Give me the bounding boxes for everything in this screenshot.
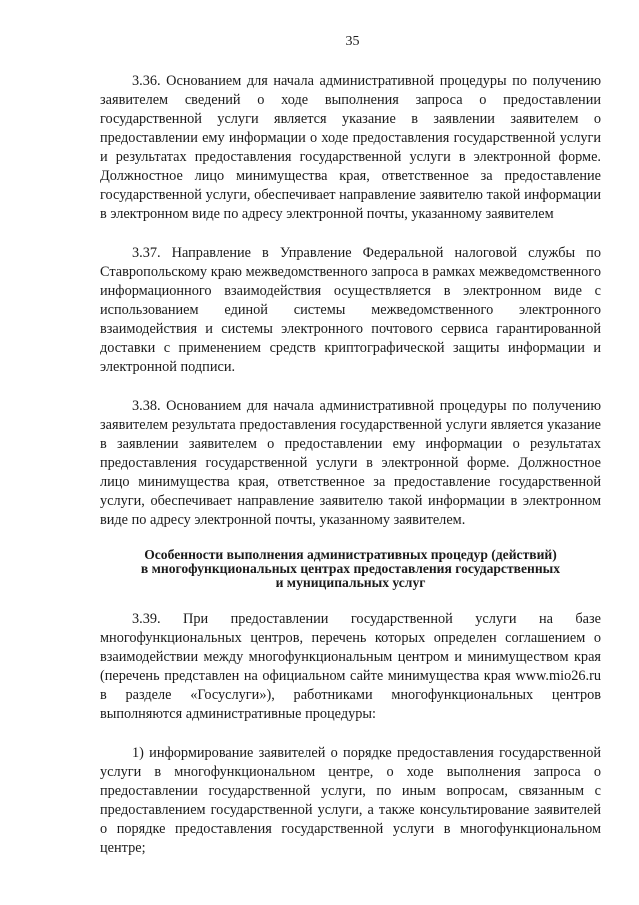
paragraph-3-39: 3.39. При предоставлении государственной услуги на базе многофункциональных центров, перечень которых определен соглашением о взаимодействии между многофункциональным центром и минимуществом края (перечень представлен на официальном сайте минимущества края www.mio26.ru в разделе «Госуслуги»), работниками многофункциональных центров выполняются административные процедуры:: [100, 611, 601, 722]
section-heading-line-2: в многофункциональных центрах предоставления государственных: [140, 561, 561, 576]
section-heading-line-1: Особенности выполнения административных процедур (действий): [144, 547, 557, 562]
list-item-1: 1) информирование заявителей о порядке предоставления государственной услуги в многофункциональном центре, о ходе выполнения запроса о предоставлении государственной услуги, по иным вопросам, связанным с предоставлением государственной услуги, а также консультирование заявителей о порядке предоставления государственной услуги в многофункциональном центре;: [100, 745, 601, 856]
paragraph-3-37: 3.37. Направление в Управление Федеральной налоговой службы по Ставропольскому краю межведомственного запроса в рамках межведомственного информационного взаимодействия осуществляется в электронном виде с использованием единой системы межведомственного электронного взаимодействия и системы электронного почтового сервиса гарантированной доставки с применением средств криптографической защиты информации и электронной подписи.: [100, 245, 601, 375]
page-number: 35: [345, 34, 360, 49]
paragraph-3-36: 3.36. Основанием для начала административной процедуры по получению заявителем сведений о ходе выполнения запроса о предоставлении государственной услуги является указание в заявлении заявителем о предоставлении ему информации о ходе предоставления государственной услуги и результатах предоставления государственной услуги в электронной форме. Должностное лицо минимущества края, ответственное за предоставление государственной услуги, обеспечивает направление заявителю такой информации в электронном виде по адресу электронной почты, указанному заявителем: [100, 73, 601, 222]
section-heading-line-3: и муниципальных услуг: [275, 575, 426, 590]
paragraph-3-38: 3.38. Основанием для начала административной процедуры по получению заявителем результата предоставления государственной услуги является указание в заявлении заявителем о предоставлении ему информации о результатах предоставления государственной услуги в электронной форме. Должностное лицо минимущества края, ответственное за предоставление государственной услуги, обеспечивает направление заявителю такой информации в электронном виде по адресу электронной почты, указанному заявителем.: [100, 398, 601, 528]
section-heading: [100, 548, 601, 590]
